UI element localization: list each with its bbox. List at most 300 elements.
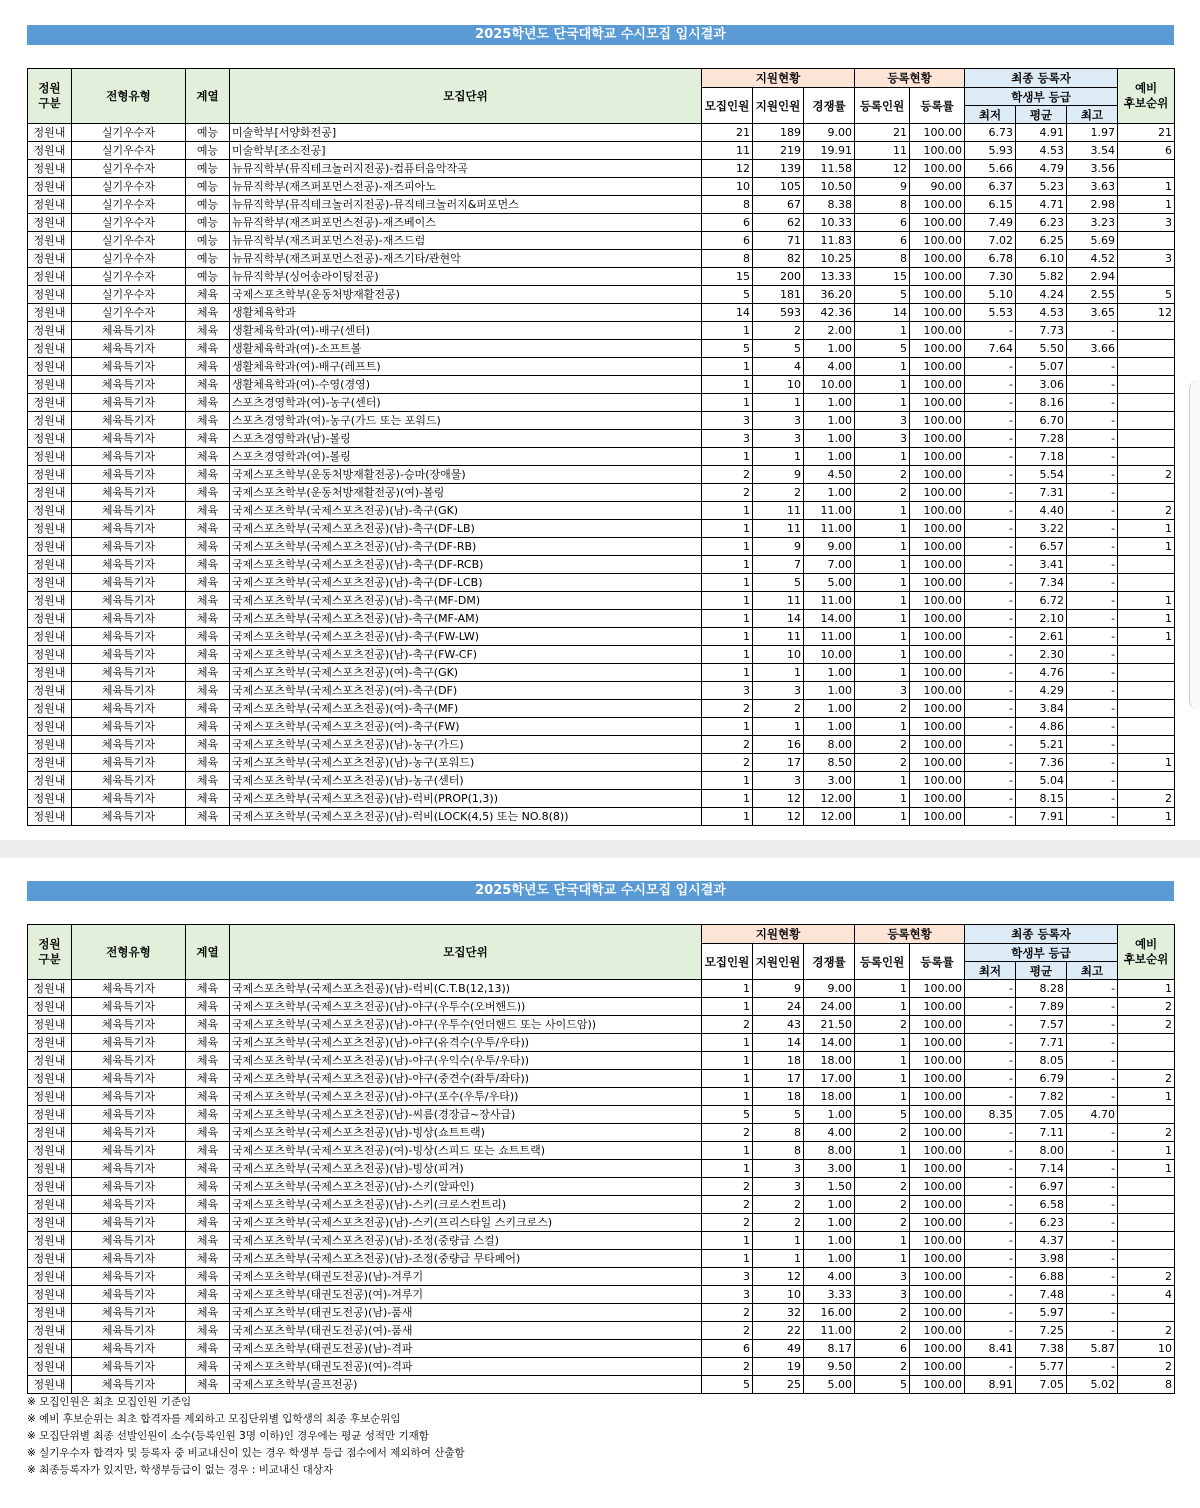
cell-competition-ratio: 8.00 (804, 1142, 855, 1160)
cell-waitlist-rank: 2 (1118, 1268, 1175, 1286)
cell-quota-division: 정원내 (28, 628, 72, 646)
cell-quota-division: 정원내 (28, 754, 72, 772)
cell-admission-type: 체육특기자 (72, 808, 186, 826)
cell-competition-ratio: 11.00 (804, 628, 855, 646)
cell-registration-rate: 100.00 (910, 376, 965, 394)
cell-grade-avg: 7.05 (1016, 1106, 1067, 1124)
table-row (28, 718, 1175, 736)
cell-admission-type: 실기우수자 (72, 250, 186, 268)
cell-grade-max: - (1067, 412, 1118, 430)
cell-applicant-count: 67 (753, 196, 804, 214)
cell-competition-ratio: 5.00 (804, 574, 855, 592)
cell-grade-max: 3.56 (1067, 160, 1118, 178)
cell-admission-type: 체육특기자 (72, 1340, 186, 1358)
table-row (28, 1052, 1175, 1070)
cell-competition-ratio: 10.00 (804, 376, 855, 394)
cell-applicant-count: 22 (753, 1322, 804, 1340)
cell-grade-min: 8.35 (965, 1106, 1016, 1124)
cell-competition-ratio: 1.00 (804, 1232, 855, 1250)
cell-competition-ratio: 5.00 (804, 1376, 855, 1394)
cell-registered-count: 1 (855, 538, 910, 556)
cell-recruit-count: 1 (702, 628, 753, 646)
cell-grade-max: - (1067, 1232, 1118, 1250)
header-applicant-count: 지원인원 (753, 944, 804, 980)
cell-registration-rate: 100.00 (910, 1052, 965, 1070)
header-final-registrants: 최종 등록자 (965, 69, 1118, 88)
cell-waitlist-rank: 8 (1118, 1376, 1175, 1394)
cell-quota-division: 정원내 (28, 682, 72, 700)
table-row (28, 664, 1175, 682)
side-scroll-handle[interactable] (1189, 380, 1200, 710)
cell-registered-count: 2 (855, 1214, 910, 1232)
cell-registered-count: 5 (855, 340, 910, 358)
cell-registration-rate: 100.00 (910, 124, 965, 142)
table-row (28, 790, 1175, 808)
cell-quota-division: 정원내 (28, 304, 72, 322)
cell-registered-count: 1 (855, 556, 910, 574)
cell-admission-type: 실기우수자 (72, 196, 186, 214)
cell-field: 체육 (186, 1160, 230, 1178)
cell-registered-count: 1 (855, 772, 910, 790)
cell-grade-avg: 8.00 (1016, 1142, 1067, 1160)
cell-registered-count: 1 (855, 1250, 910, 1268)
cell-recruit-unit: 국제스포츠학부(태권도전공)(남)-품새 (230, 1304, 702, 1322)
cell-field: 예능 (186, 250, 230, 268)
cell-grade-avg: 4.37 (1016, 1232, 1067, 1250)
cell-registration-rate: 100.00 (910, 358, 965, 376)
cell-registered-count: 14 (855, 304, 910, 322)
cell-competition-ratio: 8.38 (804, 196, 855, 214)
cell-applicant-count: 9 (753, 466, 804, 484)
cell-grade-max: - (1067, 466, 1118, 484)
cell-applicant-count: 43 (753, 1016, 804, 1034)
table-row (28, 1160, 1175, 1178)
cell-grade-min: - (965, 466, 1016, 484)
table-row (28, 646, 1175, 664)
cell-recruit-count: 6 (702, 214, 753, 232)
table-row (28, 250, 1175, 268)
cell-waitlist-rank (1118, 340, 1175, 358)
cell-grade-avg: 8.16 (1016, 394, 1067, 412)
cell-quota-division: 정원내 (28, 1376, 72, 1394)
header-registration-status: 등록현황 (855, 925, 965, 944)
results-table-1 (27, 68, 1175, 826)
cell-recruit-count: 1 (702, 790, 753, 808)
cell-grade-max: - (1067, 790, 1118, 808)
cell-grade-max: 3.65 (1067, 304, 1118, 322)
cell-field: 예능 (186, 160, 230, 178)
cell-registered-count: 8 (855, 250, 910, 268)
cell-admission-type: 체육특기자 (72, 1142, 186, 1160)
cell-applicant-count: 3 (753, 430, 804, 448)
cell-grade-avg: 7.11 (1016, 1124, 1067, 1142)
cell-grade-avg: 5.77 (1016, 1358, 1067, 1376)
cell-registered-count: 1 (855, 1088, 910, 1106)
cell-registration-rate: 100.00 (910, 718, 965, 736)
cell-recruit-count: 2 (702, 1322, 753, 1340)
cell-grade-max: - (1067, 1268, 1118, 1286)
table-row (28, 232, 1175, 250)
cell-registration-rate: 100.00 (910, 980, 965, 998)
cell-competition-ratio: 8.00 (804, 736, 855, 754)
cell-quota-division: 정원내 (28, 556, 72, 574)
cell-registered-count: 9 (855, 178, 910, 196)
cell-field: 체육 (186, 1358, 230, 1376)
cell-registered-count: 3 (855, 1268, 910, 1286)
cell-recruit-count: 1 (702, 592, 753, 610)
cell-field: 체육 (186, 682, 230, 700)
cell-competition-ratio: 11.00 (804, 1322, 855, 1340)
cell-applicant-count: 5 (753, 574, 804, 592)
table-row (28, 268, 1175, 286)
cell-admission-type: 실기우수자 (72, 142, 186, 160)
cell-applicant-count: 82 (753, 250, 804, 268)
cell-applicant-count: 11 (753, 592, 804, 610)
cell-competition-ratio: 2.00 (804, 322, 855, 340)
cell-admission-type: 체육특기자 (72, 736, 186, 754)
cell-recruit-count: 1 (702, 1052, 753, 1070)
cell-waitlist-rank: 1 (1118, 520, 1175, 538)
cell-competition-ratio: 3.00 (804, 1160, 855, 1178)
cell-applicant-count: 10 (753, 1286, 804, 1304)
cell-grade-min: - (965, 1196, 1016, 1214)
cell-applicant-count: 1 (753, 448, 804, 466)
cell-applicant-count: 12 (753, 808, 804, 826)
cell-field: 체육 (186, 664, 230, 682)
cell-grade-avg: 7.28 (1016, 430, 1067, 448)
cell-waitlist-rank: 5 (1118, 286, 1175, 304)
cell-registration-rate: 100.00 (910, 412, 965, 430)
cell-waitlist-rank (1118, 1178, 1175, 1196)
cell-quota-division: 정원내 (28, 980, 72, 998)
table-body-1 (28, 124, 1175, 826)
cell-registered-count: 3 (855, 682, 910, 700)
cell-grade-avg: 8.05 (1016, 1052, 1067, 1070)
cell-admission-type: 체육특기자 (72, 1106, 186, 1124)
cell-competition-ratio: 12.00 (804, 790, 855, 808)
table-row (28, 808, 1175, 826)
cell-grade-min: - (965, 412, 1016, 430)
cell-waitlist-rank: 1 (1118, 178, 1175, 196)
cell-quota-division: 정원내 (28, 1052, 72, 1070)
cell-applicant-count: 62 (753, 214, 804, 232)
cell-grade-avg: 3.84 (1016, 700, 1067, 718)
cell-admission-type: 체육특기자 (72, 412, 186, 430)
cell-recruit-count: 12 (702, 160, 753, 178)
cell-field: 체육 (186, 1304, 230, 1322)
cell-recruit-unit: 국제스포츠학부(국제스포츠전공)(남)-조정(중량급 스컬) (230, 1232, 702, 1250)
cell-competition-ratio: 24.00 (804, 998, 855, 1016)
cell-recruit-unit: 국제스포츠학부(국제스포츠전공)(남)-농구(가드) (230, 736, 702, 754)
header-quota-division: 정원 구분 (28, 69, 72, 124)
cell-field: 체육 (186, 1106, 230, 1124)
cell-recruit-unit: 국제스포츠학부(국제스포츠전공)(남)-럭비(LOCK(4,5) 또는 NO.8(8)) (230, 808, 702, 826)
cell-applicant-count: 49 (753, 1340, 804, 1358)
cell-competition-ratio: 1.00 (804, 1214, 855, 1232)
cell-field: 체육 (186, 1196, 230, 1214)
cell-grade-min: 8.41 (965, 1340, 1016, 1358)
cell-admission-type: 체육특기자 (72, 1232, 186, 1250)
table-row (28, 1016, 1175, 1034)
cell-admission-type: 체육특기자 (72, 790, 186, 808)
cell-quota-division: 정원내 (28, 520, 72, 538)
cell-admission-type: 체육특기자 (72, 556, 186, 574)
cell-registration-rate: 100.00 (910, 646, 965, 664)
cell-competition-ratio: 4.00 (804, 1268, 855, 1286)
cell-quota-division: 정원내 (28, 1016, 72, 1034)
cell-grade-avg: 3.41 (1016, 556, 1067, 574)
cell-competition-ratio: 11.00 (804, 592, 855, 610)
cell-grade-max: - (1067, 700, 1118, 718)
cell-registered-count: 5 (855, 1106, 910, 1124)
cell-registered-count: 6 (855, 232, 910, 250)
cell-registration-rate: 100.00 (910, 394, 965, 412)
cell-quota-division: 정원내 (28, 1232, 72, 1250)
cell-applicant-count: 17 (753, 1070, 804, 1088)
cell-registered-count: 1 (855, 790, 910, 808)
cell-waitlist-rank: 2 (1118, 1358, 1175, 1376)
cell-admission-type: 체육특기자 (72, 1358, 186, 1376)
cell-grade-min: - (965, 1268, 1016, 1286)
cell-recruit-count: 1 (702, 1088, 753, 1106)
cell-grade-min: - (965, 394, 1016, 412)
table-row (28, 1358, 1175, 1376)
cell-grade-avg: 8.28 (1016, 980, 1067, 998)
cell-grade-min: - (965, 430, 1016, 448)
cell-waitlist-rank (1118, 232, 1175, 250)
cell-registration-rate: 100.00 (910, 1214, 965, 1232)
cell-grade-min: 7.30 (965, 268, 1016, 286)
cell-grade-max: - (1067, 1160, 1118, 1178)
header-recruit-count: 모집인원 (702, 88, 753, 124)
cell-recruit-unit: 국제스포츠학부(국제스포츠전공)(남)-조정(중량급 무타페어) (230, 1250, 702, 1268)
cell-grade-max: - (1067, 556, 1118, 574)
cell-applicant-count: 1 (753, 718, 804, 736)
cell-field: 체육 (186, 718, 230, 736)
cell-registered-count: 1 (855, 322, 910, 340)
table-row (28, 556, 1175, 574)
cell-grade-avg: 7.34 (1016, 574, 1067, 592)
cell-grade-max: - (1067, 520, 1118, 538)
cell-field: 체육 (186, 538, 230, 556)
cell-applicant-count: 24 (753, 998, 804, 1016)
cell-grade-max: 3.63 (1067, 178, 1118, 196)
cell-waitlist-rank (1118, 376, 1175, 394)
table-row (28, 160, 1175, 178)
cell-recruit-count: 1 (702, 520, 753, 538)
cell-competition-ratio: 36.20 (804, 286, 855, 304)
cell-applicant-count: 17 (753, 754, 804, 772)
cell-registered-count: 1 (855, 592, 910, 610)
cell-grade-min: - (965, 1088, 1016, 1106)
cell-recruit-count: 8 (702, 250, 753, 268)
cell-recruit-unit: 국제스포츠학부(국제스포츠전공)(남)-야구(우투수(언더핸드 또는 사이드암)) (230, 1016, 702, 1034)
cell-recruit-unit: 국제스포츠학부(국제스포츠전공)(남)-축구(DF-RCB) (230, 556, 702, 574)
cell-competition-ratio: 1.50 (804, 1178, 855, 1196)
cell-grade-max: - (1067, 1178, 1118, 1196)
cell-registered-count: 1 (855, 980, 910, 998)
cell-recruit-unit: 국제스포츠학부(태권도전공)(여)-격파 (230, 1358, 702, 1376)
cell-grade-avg: 4.24 (1016, 286, 1067, 304)
cell-field: 체육 (186, 1052, 230, 1070)
cell-field: 체육 (186, 1088, 230, 1106)
cell-applicant-count: 139 (753, 160, 804, 178)
header-grade-avg: 평균 (1016, 106, 1067, 124)
cell-competition-ratio: 11.00 (804, 520, 855, 538)
cell-field: 예능 (186, 142, 230, 160)
cell-registered-count: 11 (855, 142, 910, 160)
cell-registration-rate: 100.00 (910, 700, 965, 718)
cell-registered-count: 3 (855, 1286, 910, 1304)
cell-waitlist-rank: 3 (1118, 250, 1175, 268)
cell-registered-count: 1 (855, 1070, 910, 1088)
cell-registration-rate: 100.00 (910, 268, 965, 286)
cell-recruit-unit: 스포츠경영학과(여)-농구(센터) (230, 394, 702, 412)
cell-waitlist-rank (1118, 412, 1175, 430)
cell-grade-max: - (1067, 1304, 1118, 1322)
cell-registration-rate: 100.00 (910, 1268, 965, 1286)
table-row (28, 520, 1175, 538)
table-row (28, 1340, 1175, 1358)
cell-registration-rate: 100.00 (910, 1088, 965, 1106)
cell-admission-type: 실기우수자 (72, 214, 186, 232)
cell-competition-ratio: 1.00 (804, 394, 855, 412)
cell-quota-division: 정원내 (28, 718, 72, 736)
cell-applicant-count: 4 (753, 358, 804, 376)
cell-competition-ratio: 21.50 (804, 1016, 855, 1034)
cell-registered-count: 12 (855, 160, 910, 178)
cell-grade-max: - (1067, 754, 1118, 772)
cell-waitlist-rank (1118, 394, 1175, 412)
cell-recruit-count: 21 (702, 124, 753, 142)
cell-registration-rate: 100.00 (910, 1034, 965, 1052)
cell-grade-avg: 7.38 (1016, 1340, 1067, 1358)
cell-admission-type: 체육특기자 (72, 682, 186, 700)
cell-admission-type: 체육특기자 (72, 646, 186, 664)
cell-grade-avg: 7.71 (1016, 1034, 1067, 1052)
table-row (28, 376, 1175, 394)
cell-competition-ratio: 11.58 (804, 160, 855, 178)
cell-applicant-count: 593 (753, 304, 804, 322)
table-row (28, 1214, 1175, 1232)
cell-recruit-count: 5 (702, 340, 753, 358)
cell-applicant-count: 19 (753, 1358, 804, 1376)
cell-recruit-unit: 국제스포츠학부(골프전공) (230, 1376, 702, 1394)
footnote: ※ 모집인원은 최초 모집인원 기준임 (27, 1396, 192, 1408)
cell-registration-rate: 100.00 (910, 1322, 965, 1340)
cell-recruit-unit: 국제스포츠학부(국제스포츠전공)(남)-농구(포워드) (230, 754, 702, 772)
header-admission-type: 전형유형 (72, 925, 186, 980)
cell-grade-avg: 5.21 (1016, 736, 1067, 754)
cell-waitlist-rank: 1 (1118, 1142, 1175, 1160)
cell-recruit-count: 14 (702, 304, 753, 322)
cell-grade-avg: 5.82 (1016, 268, 1067, 286)
cell-waitlist-rank (1118, 448, 1175, 466)
cell-field: 체육 (186, 430, 230, 448)
cell-quota-division: 정원내 (28, 1358, 72, 1376)
cell-grade-avg: 4.86 (1016, 718, 1067, 736)
cell-registered-count: 2 (855, 1124, 910, 1142)
cell-waitlist-rank (1118, 322, 1175, 340)
cell-field: 체육 (186, 1070, 230, 1088)
cell-recruit-unit: 생활체육학과(여)-배구(레프트) (230, 358, 702, 376)
cell-grade-min: - (965, 574, 1016, 592)
cell-admission-type: 체육특기자 (72, 700, 186, 718)
cell-applicant-count: 3 (753, 682, 804, 700)
cell-recruit-count: 1 (702, 664, 753, 682)
cell-admission-type: 체육특기자 (72, 1088, 186, 1106)
cell-quota-division: 정원내 (28, 196, 72, 214)
cell-recruit-unit: 국제스포츠학부(국제스포츠전공)(여)-축구(MF) (230, 700, 702, 718)
cell-competition-ratio: 12.00 (804, 808, 855, 826)
cell-applicant-count: 2 (753, 1196, 804, 1214)
cell-recruit-unit: 생활체육학과(여)-수영(경영) (230, 376, 702, 394)
cell-recruit-unit: 국제스포츠학부(국제스포츠전공)(남)-축구(DF-LCB) (230, 574, 702, 592)
table-row (28, 1070, 1175, 1088)
cell-grade-avg: 5.23 (1016, 178, 1067, 196)
cell-competition-ratio: 7.00 (804, 556, 855, 574)
cell-grade-max: - (1067, 664, 1118, 682)
cell-recruit-count: 1 (702, 538, 753, 556)
cell-field: 체육 (186, 610, 230, 628)
cell-quota-division: 정원내 (28, 808, 72, 826)
cell-field: 체육 (186, 556, 230, 574)
cell-quota-division: 정원내 (28, 700, 72, 718)
cell-grade-max: - (1067, 1214, 1118, 1232)
cell-recruit-unit: 국제스포츠학부(국제스포츠전공)(여)-축구(GK) (230, 664, 702, 682)
cell-recruit-count: 1 (702, 808, 753, 826)
cell-competition-ratio: 14.00 (804, 610, 855, 628)
cell-waitlist-rank (1118, 1304, 1175, 1322)
cell-competition-ratio: 18.00 (804, 1088, 855, 1106)
cell-recruit-unit: 국제스포츠학부(태권도전공)(여)-품새 (230, 1322, 702, 1340)
cell-grade-avg: 6.10 (1016, 250, 1067, 268)
cell-recruit-count: 2 (702, 1196, 753, 1214)
cell-grade-max: 4.52 (1067, 250, 1118, 268)
cell-waitlist-rank: 1 (1118, 628, 1175, 646)
cell-quota-division: 정원내 (28, 430, 72, 448)
cell-registered-count: 1 (855, 448, 910, 466)
cell-recruit-unit: 국제스포츠학부(국제스포츠전공)(남)-빙상(쇼트트랙) (230, 1124, 702, 1142)
cell-grade-min: - (965, 484, 1016, 502)
footnote: ※ 실기우수자 합격자 및 등록자 중 비교내신이 있는 경우 학생부 등급 점수에서 제외하여 산출함 (27, 1447, 465, 1459)
cell-quota-division: 정원내 (28, 412, 72, 430)
cell-admission-type: 체육특기자 (72, 520, 186, 538)
cell-waitlist-rank: 2 (1118, 1322, 1175, 1340)
table-body-2 (28, 980, 1175, 1394)
table-row (28, 1250, 1175, 1268)
cell-registered-count: 1 (855, 646, 910, 664)
cell-recruit-count: 1 (702, 772, 753, 790)
table-row (28, 980, 1175, 998)
table-row (28, 502, 1175, 520)
cell-grade-min: 8.91 (965, 1376, 1016, 1394)
table-row (28, 394, 1175, 412)
cell-quota-division: 정원내 (28, 1034, 72, 1052)
table-row (28, 1268, 1175, 1286)
cell-grade-avg: 3.98 (1016, 1250, 1067, 1268)
cell-registration-rate: 100.00 (910, 502, 965, 520)
cell-quota-division: 정원내 (28, 998, 72, 1016)
cell-grade-avg: 2.61 (1016, 628, 1067, 646)
cell-quota-division: 정원내 (28, 502, 72, 520)
cell-registration-rate: 100.00 (910, 628, 965, 646)
results-sheet-2 (0, 858, 1200, 1508)
cell-recruit-count: 1 (702, 1232, 753, 1250)
cell-grade-max: - (1067, 574, 1118, 592)
cell-quota-division: 정원내 (28, 1286, 72, 1304)
cell-competition-ratio: 1.00 (804, 1196, 855, 1214)
